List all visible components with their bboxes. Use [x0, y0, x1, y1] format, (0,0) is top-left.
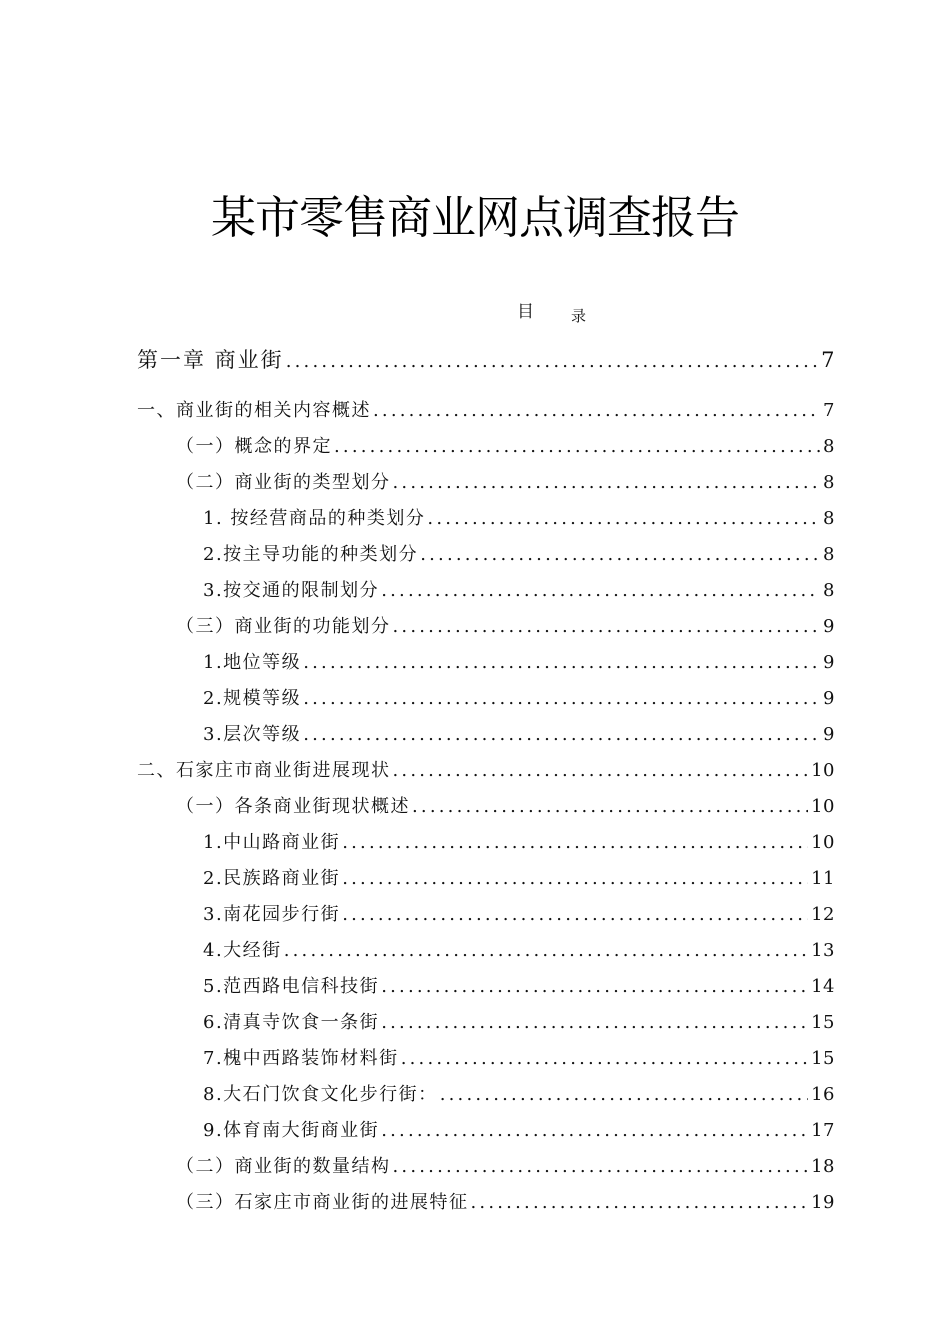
- toc-entry-page: 12: [811, 904, 835, 925]
- toc-entry-label: （三）商业街的功能划分: [176, 616, 391, 637]
- toc-leader-dots: [420, 540, 820, 570]
- toc-entry-page: 10: [811, 832, 835, 853]
- document-title: 某市零售商业网点调查报告: [210, 191, 739, 244]
- toc-entry-label: （一）各条商业街现状概述: [176, 796, 410, 817]
- toc-leader-dots: [393, 756, 809, 786]
- toc-entry-label: （二）商业街的数量结构: [176, 1156, 391, 1177]
- toc-entry-page: 17: [811, 1120, 835, 1141]
- toc-entry-label: 8.大石门饮食文化步行街：: [203, 1084, 438, 1105]
- toc-entry-label: 2.规模等级: [203, 688, 302, 709]
- toc-entry[interactable]: [203, 1080, 835, 1110]
- toc-entry-label: 第一章 商业街: [137, 348, 284, 372]
- toc-entry-label: 1.地位等级: [203, 652, 302, 673]
- toc-entry-label: 3.按交通的限制划分: [203, 580, 380, 601]
- toc-entry-label: 3.南花园步行街: [203, 904, 341, 925]
- toc-entry-label: 5.范西路电信科技街: [203, 976, 380, 997]
- toc-entry[interactable]: [203, 648, 835, 678]
- toc-leader-dots: [393, 1152, 809, 1182]
- toc-entry[interactable]: [176, 792, 835, 822]
- toc-entry[interactable]: [203, 864, 835, 894]
- toc-entry-page: 7: [823, 400, 835, 421]
- toc-entry[interactable]: [137, 756, 835, 786]
- toc-leader-dots: [427, 504, 820, 534]
- toc-entry-page: 10: [811, 796, 835, 817]
- toc-entry-label: 1. 按经营商品的种类划分: [203, 508, 426, 529]
- toc-entry-page: 9: [823, 724, 835, 745]
- toc-entry-page: 15: [811, 1048, 835, 1069]
- toc-entry[interactable]: [203, 1008, 835, 1038]
- toc-entry-label: 3.层次等级: [203, 724, 302, 745]
- toc-entry-page: 8: [823, 580, 835, 601]
- toc-entry-label: 4.大经街: [203, 940, 282, 961]
- toc-entry[interactable]: [203, 936, 835, 966]
- toc-entry-page: 15: [811, 1012, 835, 1033]
- toc-entry-label: 9.体育南大街商业街: [203, 1120, 380, 1141]
- toc-leader-dots: [334, 432, 820, 462]
- toc-entry-page: 14: [811, 976, 835, 997]
- toc-entry[interactable]: [203, 720, 835, 750]
- toc-entry[interactable]: [203, 1116, 835, 1146]
- toc-heading-char-2: 录: [571, 307, 587, 325]
- toc-entry[interactable]: [203, 684, 835, 714]
- toc-entry-page: 11: [811, 868, 835, 889]
- toc-leader-dots: [471, 1188, 809, 1218]
- toc-entry-label: 一、商业街的相关内容概述: [137, 400, 371, 421]
- toc-leader-dots: [412, 792, 808, 822]
- toc-leader-dots: [303, 648, 820, 678]
- toc-leader-dots: [373, 396, 820, 426]
- toc-entry-page: 18: [811, 1156, 835, 1177]
- toc-entry-label: （一）概念的界定: [176, 436, 332, 457]
- toc-leader-dots: [303, 720, 820, 750]
- toc-leader-dots: [440, 1080, 808, 1110]
- toc-entry[interactable]: [203, 900, 835, 930]
- toc-entry-label: 7.槐中西路装饰材料街: [203, 1048, 399, 1069]
- toc-entry-label: 二、石家庄市商业街进展现状: [137, 760, 391, 781]
- toc-leader-dots: [342, 900, 808, 930]
- toc-entry[interactable]: [203, 504, 835, 534]
- toc-heading-char-1: 目: [517, 302, 534, 322]
- toc-leader-dots: [401, 1044, 808, 1074]
- toc-entry-label: 2.民族路商业街: [203, 868, 341, 889]
- toc-leader-dots: [286, 347, 818, 377]
- toc-entry-page: 9: [823, 652, 835, 673]
- toc-entry[interactable]: [203, 1044, 835, 1074]
- toc-leader-dots: [303, 684, 820, 714]
- toc-entry-page: 13: [811, 940, 835, 961]
- toc-entry[interactable]: [203, 828, 835, 858]
- toc-entry[interactable]: [203, 972, 835, 1002]
- toc-leader-dots: [393, 468, 821, 498]
- toc-entry-page: 9: [823, 688, 835, 709]
- toc-leader-dots: [393, 612, 821, 642]
- toc-entry-page: 16: [811, 1084, 835, 1105]
- toc-leader-dots: [381, 576, 820, 606]
- toc-entry-page: 9: [823, 616, 835, 637]
- toc-entry[interactable]: [176, 612, 835, 642]
- toc-entry[interactable]: [176, 468, 835, 498]
- toc-entry[interactable]: [176, 432, 835, 462]
- toc-entry[interactable]: [203, 540, 835, 570]
- toc-entry-label: 1.中山路商业街: [203, 832, 341, 853]
- toc-entry[interactable]: [137, 396, 835, 426]
- toc-leader-dots: [381, 972, 808, 1002]
- toc-entry[interactable]: [203, 576, 835, 606]
- toc-leader-dots: [342, 864, 808, 894]
- toc-entry-page: 10: [811, 760, 835, 781]
- toc-entry-label: 2.按主导功能的种类划分: [203, 544, 419, 565]
- toc-leader-dots: [381, 1008, 808, 1038]
- toc-entry-page: 7: [821, 348, 835, 372]
- toc-entry[interactable]: [176, 1188, 835, 1218]
- toc-entry-label: （二）商业街的类型划分: [176, 472, 391, 493]
- toc-entry-page: 8: [823, 472, 835, 493]
- toc-entry-page: 8: [823, 508, 835, 529]
- toc-leader-dots: [342, 828, 808, 858]
- toc-entry-label: （三）石家庄市商业街的进展特征: [176, 1192, 469, 1213]
- toc-leader-dots: [381, 1116, 808, 1146]
- toc-leader-dots: [284, 936, 808, 966]
- toc-entry[interactable]: [176, 1152, 835, 1182]
- toc-entry-page: 8: [823, 436, 835, 457]
- toc-entry[interactable]: [137, 345, 835, 375]
- toc-entry-page: 19: [811, 1192, 835, 1213]
- toc-entry-page: 8: [823, 544, 835, 565]
- toc-entry-label: 6.清真寺饮食一条街: [203, 1012, 380, 1033]
